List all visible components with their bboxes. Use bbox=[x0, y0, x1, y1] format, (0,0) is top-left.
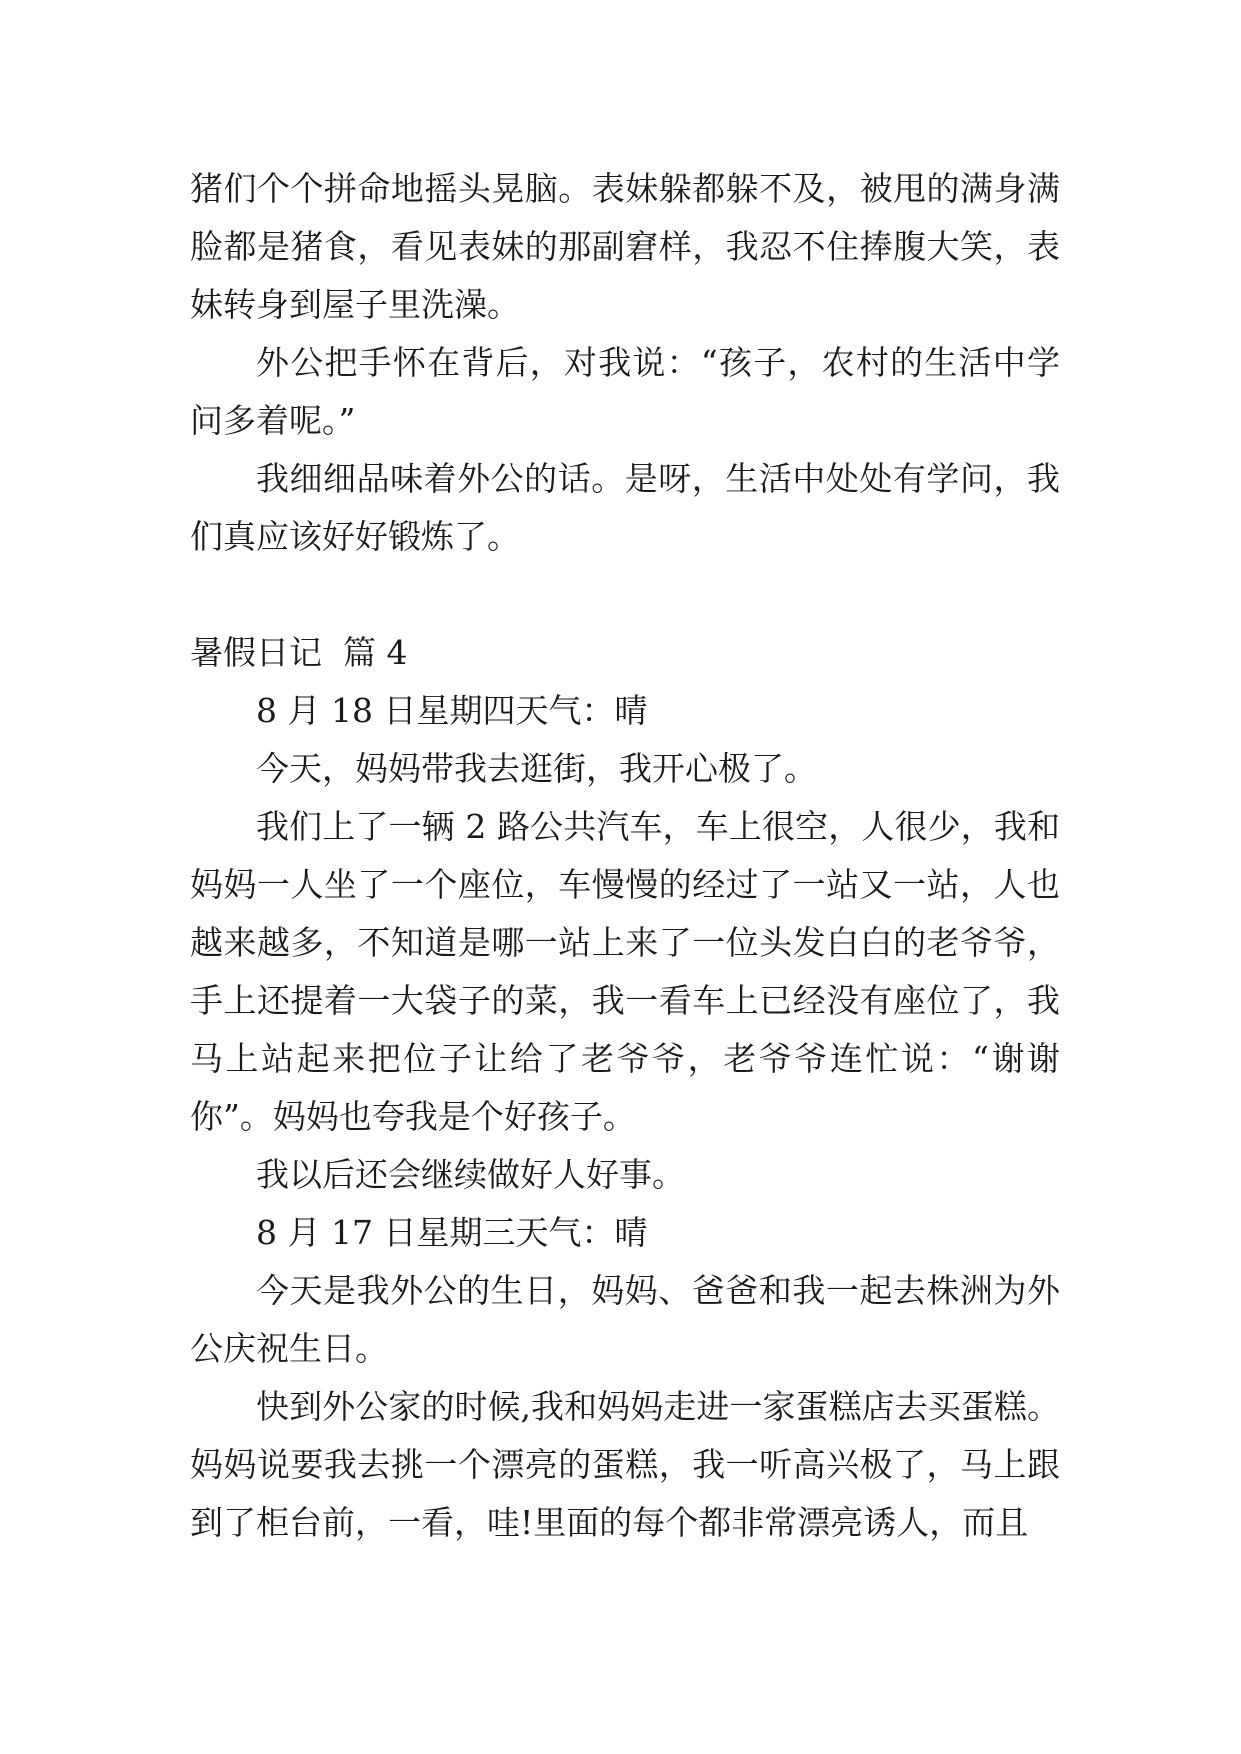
paragraph: 快到外公家的时候,我和妈妈走进一家蛋糕店去买蛋糕。妈妈说要我去挑一个漂亮的蛋糕，我一听高兴极了，马上跟到了柜台前，一看，哇!里面的每个都非常漂亮诱人，而且 bbox=[190, 1387, 1060, 1542]
diary-date-line: 8 月 17 日星期三天气：晴 bbox=[256, 1213, 648, 1252]
paragraph: 猪们个个拼命地摇头晃脑。表妹躲都躲不及，被甩的满身满脸都是猪食，看见表妹的那副窘样，我忍不住捧腹大笑，表妹转身到屋子里洗澡。 bbox=[190, 169, 1060, 324]
paragraph: 我们上了一辆 2 路公共汽车，车上很空，人很少，我和妈妈一人坐了一个座位，车慢慢的经过了一站又一站，人也越来越多，不知道是哪一站上来了一位头发白白的老爷爷，手上还提着一大袋子的菜，我一看车上已经没有座位了，我马上站起来把位子让给了老爷爷，老爷爷连忙说：“谢谢你”。妈妈也夸我是个好孩子。 bbox=[190, 807, 1060, 1136]
paragraph: 今天，妈妈带我去逛街，我开心极了。 bbox=[256, 749, 817, 788]
paragraph: 今天是我外公的生日，妈妈、爸爸和我一起去株洲为外公庆祝生日。 bbox=[190, 1271, 1060, 1368]
paragraph: 我以后还会继续做好人好事。 bbox=[256, 1155, 685, 1194]
section-heading: 暑假日记 篇 4 bbox=[190, 633, 408, 672]
paragraph: 我细细品味着外公的话。是呀，生活中处处有学问，我们真应该好好锻炼了。 bbox=[190, 459, 1060, 556]
diary-date-line: 8 月 18 日星期四天气：晴 bbox=[256, 691, 648, 730]
document-body bbox=[190, 160, 1060, 1552]
paragraph: 外公把手怀在背后，对我说：“孩子，农村的生活中学问多着呢。” bbox=[190, 343, 1060, 440]
